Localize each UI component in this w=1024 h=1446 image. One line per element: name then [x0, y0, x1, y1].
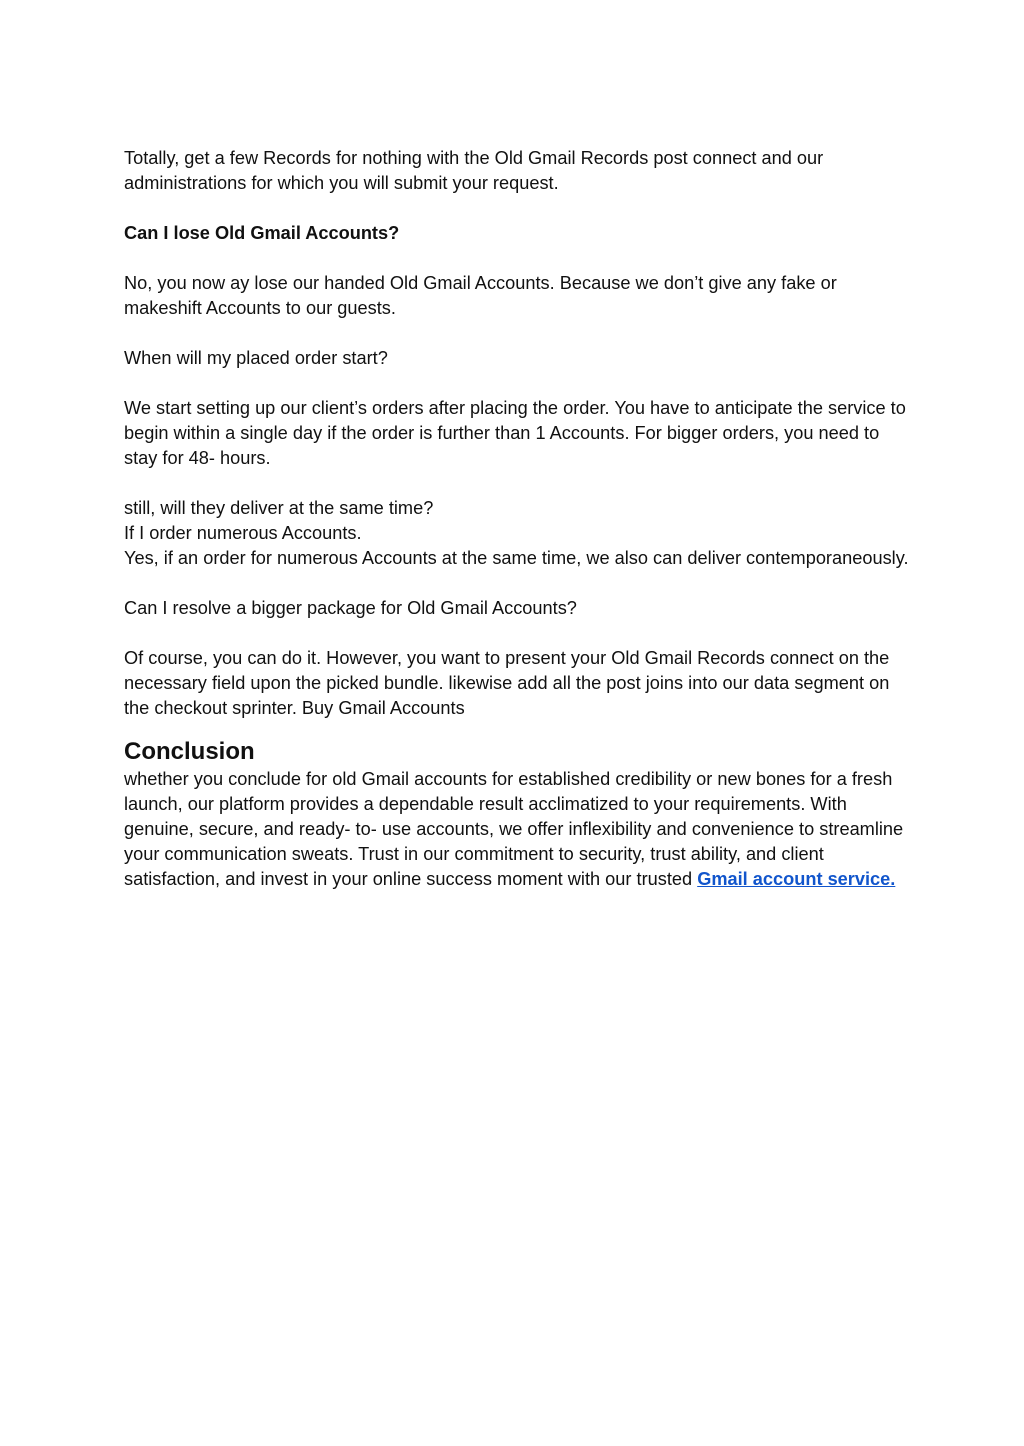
- paragraph-gap: [124, 321, 914, 346]
- answer-bigger-package: Of course, you can do it. However, you want to present your Old Gmail Records connect on the necessary field upon the picked bundle. likewise add all the post joins into our data segment on the checkout sprinter. Buy Gmail Accounts: [124, 648, 890, 718]
- question-bigger-package: Can I resolve a bigger package for Old Gmail Accounts?: [124, 598, 577, 618]
- answer-order-start: We start setting up our client’s orders after placing the order. You have to anticipate the service to begin within a single day if the order is further than 1 Accounts. For bigger orders, you need to stay for 48- hours.: [124, 398, 906, 468]
- paragraph-gap: [124, 571, 914, 596]
- paragraph-gap: [124, 621, 914, 646]
- paragraph-gap: [124, 471, 914, 496]
- paragraph-gap: [124, 371, 914, 396]
- question-deliver-same-time: still, will they deliver at the same time?: [124, 498, 434, 518]
- conclusion-text: whether you conclude for old Gmail accounts for established credibility or new bones for a fresh launch, our platform provides a dependable result acclimatized to your requirements. With genuine, secure, and ready- to- use accounts, we offer inflexibility and convenience to streamline your communication sweats. Trust in our commitment to security, trust ability, and client satisfaction, and invest in your online success moment with our trusted: [124, 769, 904, 889]
- paragraph-gap: [124, 246, 914, 271]
- answer-deliver-same-time: Yes, if an order for numerous Accounts at the same time, we also can deliver contemporaneously.: [124, 548, 909, 568]
- conclusion-heading: Conclusion: [124, 738, 255, 765]
- answer-lose-accounts: No, you now ay lose our handed Old Gmail Accounts. Because we don’t give any fake or makeshift Accounts to our guests.: [124, 273, 837, 318]
- question-lose-accounts: Can I lose Old Gmail Accounts?: [124, 223, 400, 243]
- gmail-account-service-link[interactable]: Gmail account service.: [697, 869, 896, 889]
- question-order-start: When will my placed order start?: [124, 348, 388, 368]
- section-gap: [124, 721, 914, 737]
- question-numerous-accounts: If I order numerous Accounts.: [124, 523, 362, 543]
- document-body: [124, 146, 914, 892]
- paragraph-gap: [124, 196, 914, 221]
- conclusion-paragraph: [124, 767, 914, 892]
- paragraph-intro: Totally, get a few Records for nothing with the Old Gmail Records post connect and our administrations for which you will submit your request.: [124, 148, 824, 193]
